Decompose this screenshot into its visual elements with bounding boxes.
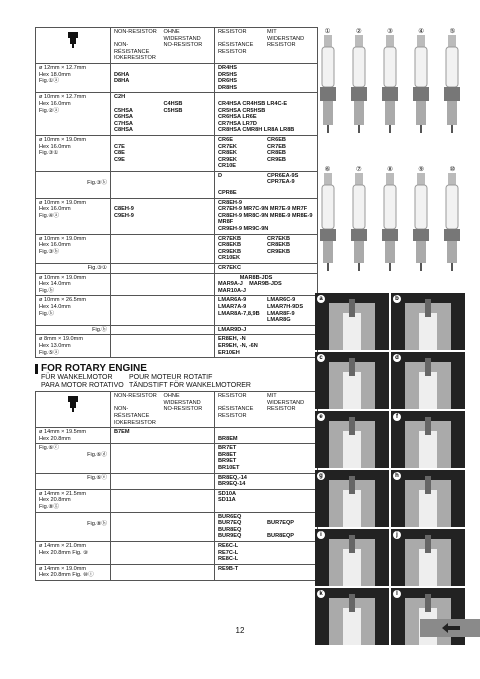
table-row: Fig.ⓑ LMAR9D-J bbox=[36, 325, 318, 335]
table-row: ø 10mm × 26.5mm Hex 14.0mm Fig.ⓚ LMAR6A-9 LMAR6C-9 LMAR7A-9 LMAR7H-9DS LMAR8A-7,8,9B LMAR8F-9 LMAR8G bbox=[36, 296, 318, 325]
closeup-photo: f bbox=[391, 411, 465, 468]
spec-sheet bbox=[35, 27, 313, 581]
spark-plug-table bbox=[35, 27, 318, 358]
table-row: ø 10mm × 19.0mm Hex 14.0mm Fig.ⓑ MAR8B-JDS MAR9A-J MAR9B-JDS MAR10A-J bbox=[36, 273, 318, 296]
spark-plug-image bbox=[380, 173, 400, 273]
rotary-subtitle: FÜR WANKELMOTOR POUR MOTEUR ROTATIF PARA MOTOR ROTATIVO TÄNDSTIFT FÖR WANKELMOTORER bbox=[41, 374, 251, 389]
table-row: ø 10mm × 19.0mm Hex 16.0mm Fig.③① C7E C8E C9E CR6E CR6EB CR7EK CR7EB CR8EK CR8EB CR9EK CR9EB CR10E bbox=[36, 135, 318, 171]
table-header bbox=[36, 28, 318, 64]
table-row: ø 14mm × 21.0mm Hex 20.8mm Fig. ⑨ RE6C-L RE7C-L RE8C-L bbox=[36, 542, 318, 565]
spark-plug-image bbox=[349, 173, 369, 273]
table-row: ø 14mm × 21.5mm Hex 20.8mm Fig.⑧ⓖ SD10A SD11A bbox=[36, 489, 318, 512]
rotary-section bbox=[35, 364, 304, 581]
spark-plug-image bbox=[380, 35, 400, 135]
spark-plug-image bbox=[411, 173, 431, 273]
table-row: ø 10mm × 19.0mm Hex 16.0mm Fig.③ⓑ CR7EKB CR7EKB CR8EKB CR8EKB CR9EKB CR9EKB CR10EK bbox=[36, 234, 318, 263]
rotary-table bbox=[35, 391, 318, 581]
closeup-photo: j bbox=[391, 529, 465, 586]
page-number: 12 bbox=[235, 626, 245, 635]
spark-plug-image bbox=[318, 173, 338, 273]
closeup-photo: d bbox=[391, 352, 465, 409]
spark-plug-image bbox=[442, 35, 462, 135]
back-button[interactable] bbox=[420, 619, 480, 637]
spark-plug-icon bbox=[66, 396, 80, 412]
spark-plug-image bbox=[349, 35, 369, 135]
table-row: Fig.⑥ⓔ BR8EQ,-14 BR9EQ-14 bbox=[36, 473, 318, 489]
table-row: ø 8mm × 19.0mm Hex 13.0mm Fig.⑤ⓐ ER8EH, -N ER9EH, -N, -6N ER10EH bbox=[36, 335, 318, 358]
table-row: Fig.⑧ⓗ BUR6EQ BUR7EQ BUR7EQP BUR8EQ BUR9EQ BUR8EQP bbox=[36, 512, 318, 541]
rotary-title: FOR ROTARY ENGINE bbox=[35, 364, 304, 374]
table-header: NON-RESISTOR OHNE WIDERSTAND NON-RÉSISTANCE NO-RESISTOR IOKERESISTOR RESISTOR MIT WIDERSTAND RÉSISTANCE RESISTOR RESISTOR bbox=[36, 392, 318, 428]
closeup-photo: l bbox=[391, 588, 465, 645]
spark-plug-image bbox=[318, 35, 338, 135]
spark-plug-photos bbox=[314, 27, 466, 273]
table-row: ø 14mm × 19.0mm Hex 20.8mm Fig. ⑩ⓘ RE9B-T bbox=[36, 564, 318, 580]
plug-icon-cell bbox=[36, 28, 111, 64]
spark-plug-image bbox=[411, 35, 431, 135]
closeup-photo: a bbox=[315, 293, 389, 350]
closeup-photo: h bbox=[391, 470, 465, 527]
resistor-header: RESISTOR MIT WIDERSTAND RÉSISTANCE RESISTOR RESISTOR bbox=[215, 28, 318, 64]
table-row: ø 10mm × 12.7mm Hex 16.0mm Fig.②ⓐ C2H C4HSB C5HSA C5HSB C6HSA C7HSA C8HSA CR4HSA CR4HSB LR4C-E CR5HSA CR5HSB CR6HSA LR6E CR7HSA LR7D CR8HSA CMR8H LR8A LR8B bbox=[36, 93, 318, 136]
spark-plug-icon bbox=[66, 32, 80, 48]
table-row: Fig.③ⓚ D CPR6EA-9S CPR7EA-9 CPR8E bbox=[36, 171, 318, 198]
electrode-closeups bbox=[315, 293, 465, 645]
plug-row-middle: ⑥ ⑦ ⑧ ⑨ ⑩ bbox=[314, 165, 466, 273]
table-row: ø 10mm × 19.0mm Hex 16.0mm Fig.④ⓐ C8EH-9 C9EH-9 CR8EH-9 CR7EH-9 MR7C-9N MR7E-9 MR7F CR8EH-9 MR8C-9N MR8E-9 MR8E-9 MR8F CR9EH-9 MR9C-9N bbox=[36, 198, 318, 234]
closeup-photo: k bbox=[315, 588, 389, 645]
closeup-photo: c bbox=[315, 352, 389, 409]
spark-plug-image bbox=[442, 173, 462, 273]
table-row: ø 14mm × 19.5mm Hex 20.8mm B7EM BR8EM bbox=[36, 428, 318, 444]
table-row: Fig.③① CR7EKC bbox=[36, 264, 318, 274]
closeup-photo: e bbox=[315, 411, 389, 468]
back-arrow-icon bbox=[440, 622, 462, 634]
table-row: ø 12mm × 12.7mm Hex 18.0mm Fig.①ⓐ D6HA D8HA DR4HS DR5HS DR6HS DR8HS bbox=[36, 63, 318, 92]
table-row: Fig.⑥ⓒ Fig.⑥ⓓ BR7ET BR8ET BR9ET BR10ET bbox=[36, 444, 318, 473]
plug-row-top: ① ② ③ ④ ⑤ bbox=[314, 27, 466, 135]
closeup-photo: b bbox=[391, 293, 465, 350]
closeup-photo: g bbox=[315, 470, 389, 527]
closeup-photo: i bbox=[315, 529, 389, 586]
non-resistor-header: NON-RESISTOR OHNE WIDERSTAND NON-RÉSISTANCE NO-RESISTOR IOKERESISTOR bbox=[111, 28, 215, 64]
